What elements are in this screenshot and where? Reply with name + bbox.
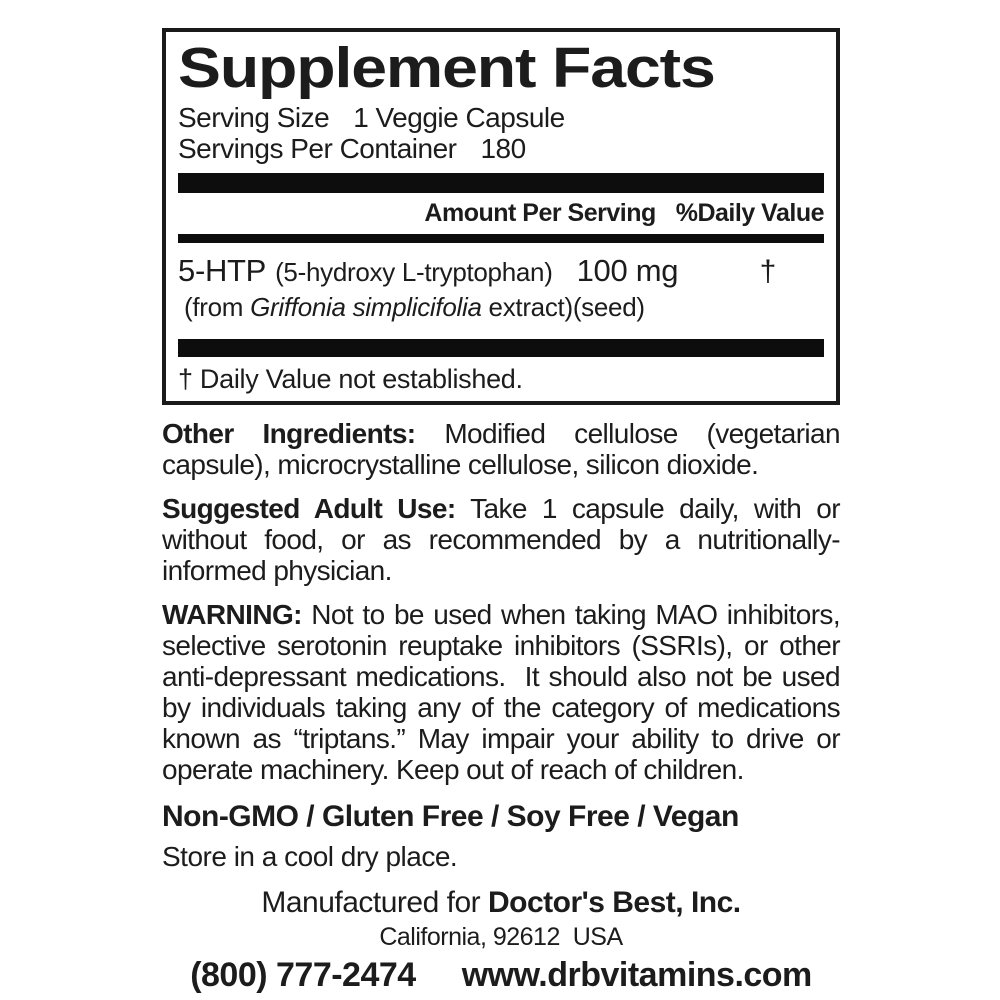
divider-bar-thick-bottom (178, 339, 824, 357)
source-prefix: (from (184, 292, 251, 322)
manufacturer-name: Doctor's Best, Inc. (487, 886, 741, 919)
manufacturer-address: California, 92612 USA (379, 923, 623, 951)
manufactured-for-prefix: Manufactured for (261, 886, 488, 919)
servings-value: 180 (480, 133, 526, 164)
nutrient-name: 5-HTP (178, 253, 267, 288)
serving-size-label: Serving Size (178, 102, 330, 133)
warning-paragraph (162, 599, 848, 785)
servings-label: Servings Per Container (178, 133, 457, 164)
daily-value-header: %Daily Value (675, 199, 824, 227)
phone-number: (800) 777-2474 (190, 956, 416, 994)
amount-per-serving-header: Amount Per Serving (424, 199, 656, 227)
manufacturer-block (162, 886, 840, 995)
panel-title: Supplement Facts (178, 36, 715, 100)
servings-per-container-row (178, 133, 824, 164)
suggested-use-text: Take 1 capsule daily, with or without food, or as recommended by a nutritionally-informed physician. (162, 493, 848, 586)
serving-size-row (178, 102, 824, 133)
source-botanical-name: Griffonia simplicifolia (250, 292, 482, 322)
serving-info (178, 102, 824, 164)
other-ingredients-label: Other Ingredients: (162, 418, 416, 449)
suggested-use-label: Suggested Adult Use: (162, 493, 456, 524)
warning-text: Not to be used when taking MAO inhibitors, selective serotonin reuptake inhibitors (SSRIs), or other anti-depressant medications. It should also not be used by individuals taking any of the category of medications known as “triptans.” May impair your ability to drive or operate machinery. Keep out of reach of children. (162, 599, 848, 785)
divider-bar-thin (178, 234, 824, 243)
warning-label: WARNING: (162, 599, 302, 630)
nutrient-amount: 100 mg (576, 253, 679, 288)
nutrient-name-detail: (5-hydroxy L-tryptophan) (275, 257, 553, 287)
contact-line (162, 956, 840, 995)
nutrient-daily-value-dagger: † (759, 255, 776, 288)
serving-size-value: 1 Veggie Capsule (353, 102, 565, 133)
divider-bar-thick-top (178, 173, 824, 193)
daily-value-footnote: † Daily Value not established. (178, 364, 523, 394)
storage-instructions: Store in a cool dry place. (162, 841, 458, 872)
supplement-facts-panel (162, 28, 840, 405)
nutrient-row (178, 243, 824, 289)
dietary-features-line: Non-GMO / Gluten Free / Soy Free / Vegan (162, 800, 739, 833)
manufactured-for-line (162, 886, 840, 920)
column-header-row (178, 193, 824, 234)
source-suffix: extract)(seed) (481, 292, 645, 322)
nutrient-source-line (178, 289, 824, 333)
supplement-label (162, 28, 848, 995)
website-url: www.drbvitamins.com (461, 956, 812, 994)
other-ingredients-paragraph (162, 418, 848, 480)
suggested-use-paragraph (162, 493, 848, 586)
other-ingredients-text: Modified cellulose (vegetarian capsule), microcrystalline cellulose, silicon dioxide. (162, 418, 848, 480)
panel-title-wrap (178, 36, 824, 98)
